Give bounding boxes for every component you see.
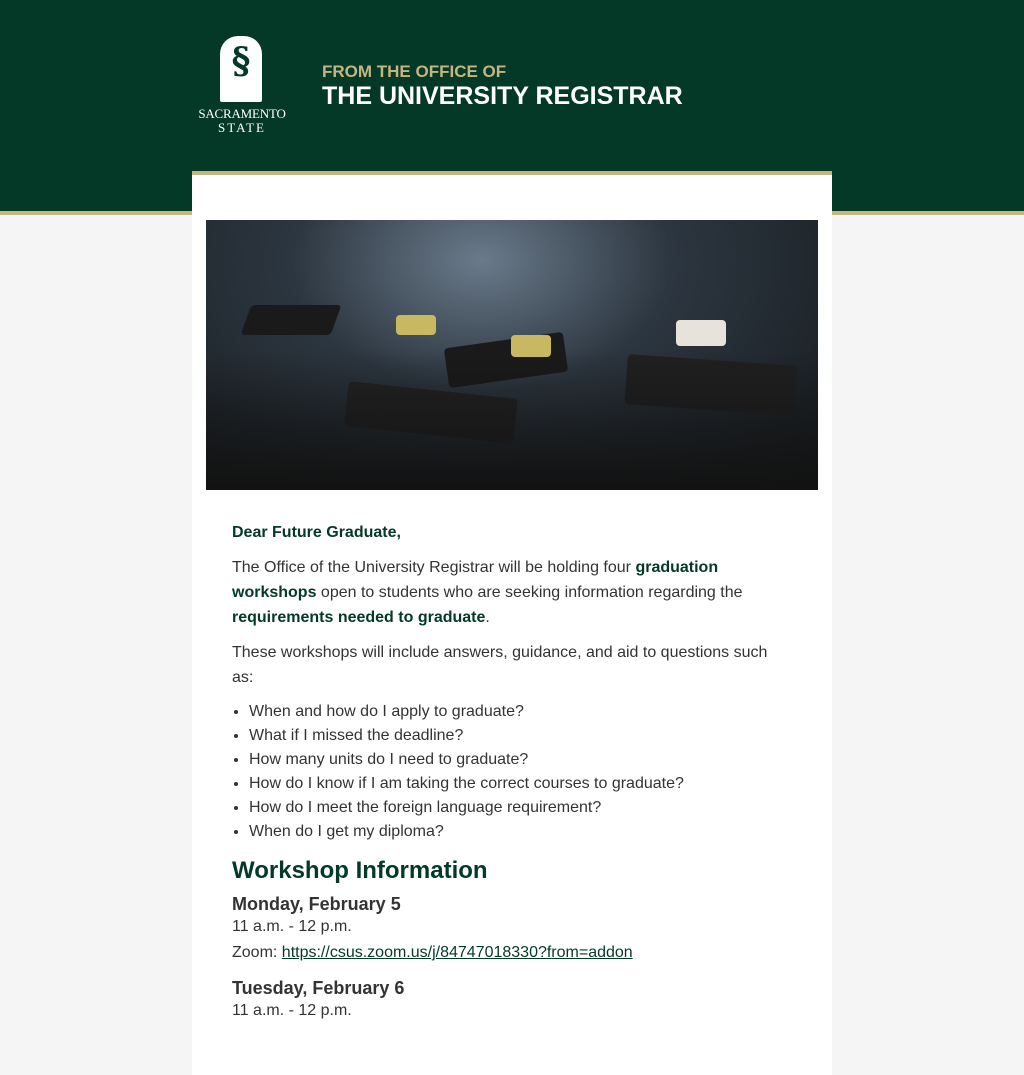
session-zoom [232, 938, 777, 968]
zoom-label: Zoom: [232, 944, 282, 961]
email-content [232, 520, 777, 1022]
intro-text-2: open to students who are seeking information regarding the [316, 584, 743, 601]
sacramento-state-logo [194, 36, 290, 136]
intro-paragraph [232, 555, 777, 630]
intro-text: The Office of the University Registrar will be holding four [232, 559, 636, 576]
zoom-link[interactable]: https://csus.zoom.us/j/84747018330?from=addon [281, 944, 633, 961]
logo-text-2: STATE [218, 120, 266, 135]
intro-highlight-1: graduation workshops [232, 559, 719, 601]
greeting: Dear Future Graduate, [232, 524, 401, 541]
workshop-heading: Workshop Information [232, 857, 488, 884]
list-item: • How many units do I need to graduate? [249, 748, 777, 772]
from-label: FROM THE OFFICE OF [322, 62, 507, 81]
list-item: • When do I get my diploma? [249, 820, 777, 844]
list-item: • How do I meet the foreign language requirement? [249, 796, 777, 820]
list-item: • When and how do I apply to graduate? [249, 700, 777, 724]
session-date: Tuesday, February 6 [232, 978, 405, 998]
intro-text-3: . [485, 609, 490, 626]
header-title: THE UNIVERSITY REGISTRAR [322, 82, 683, 110]
session-time: 11 a.m. - 12 p.m. [232, 1002, 352, 1019]
lead-paragraph: These workshops will include answers, guidance, and aid to questions such as: [232, 644, 768, 686]
list-item: • How do I know if I am taking the correct courses to graduate? [249, 772, 777, 796]
session-date: Monday, February 5 [232, 894, 401, 914]
graduation-photo [206, 220, 818, 490]
flame-icon: § [231, 40, 251, 82]
questions-list [232, 700, 777, 844]
email-card [192, 171, 832, 1075]
list-item: • What if I missed the deadline? [249, 724, 777, 748]
logo-text-1: SACRAMENTO [198, 106, 286, 121]
intro-highlight-2: requirements needed to graduate [232, 609, 486, 626]
session-time: 11 a.m. - 12 p.m. [232, 918, 352, 935]
